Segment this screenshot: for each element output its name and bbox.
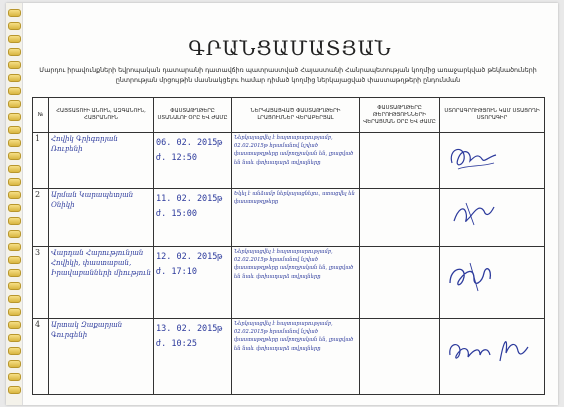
binder-ring-icon [8, 217, 21, 225]
document-intro: Մարդու իրավունքների եվրոպական դատարանի դատավճիռ պատրաստված Հայաստանի Հանրապետության կողմից առաջարկված թեկնածուների ընտրության մրցույթին մասնակցելու համար դիմած կողմից ներկայացված փաստաթղթերի ընդունման [39, 67, 537, 84]
corrections-cell [360, 247, 440, 319]
handwritten-signature [444, 253, 504, 301]
binder-ring-icon [8, 373, 21, 381]
received-time: ժ. 12:50 [156, 153, 197, 163]
binder-ring-icon [8, 282, 21, 290]
applicant-name: Վարդան Հարությունյան Հովիկի, փաստաբան, Իրավաբանների միություն [49, 247, 154, 319]
received-cell [154, 133, 232, 189]
received-cell [154, 189, 232, 247]
notes-text: Ներկայացվել է հայտարարությամբ, 02.02.2015թ հրամանով նշված փաստաթղթերը ամբողջական են, լրացված են նաև փոխադարձ տվյալները [232, 247, 360, 319]
applicant-name: Արտակ Զաքարյան Գուրգենի [49, 319, 154, 395]
table-header-row [33, 98, 545, 133]
notes-text: Ներկայացվել է հայտարարությամբ, 02.02.2015թ հրամանով նշված փաստաթղթերը ամբողջական են, լրացված են նաև փոխադարձ տվյալները [232, 133, 360, 189]
binder-ring-icon [8, 139, 21, 147]
header-applicant: ՀԱՅՏԱՏՈՒԻ ԱՆՈՒՆ, ԱԶԳԱՆՈՒՆ, ՀԱՅՐԱՆՈՒՆ [49, 98, 154, 133]
received-time: ժ. 10:25 [156, 339, 197, 349]
binder-ring-icon [8, 334, 21, 342]
signature-cell [440, 189, 545, 247]
notes-text: Ներկայացվել է հայտարարությամբ, 02.02.2015թ հրամանով նշված փաստաթղթերը ամբողջական են, լրացված են նաև փոխադարձ տվյալները [232, 319, 360, 395]
signature-cell [440, 247, 545, 319]
corrections-cell [360, 189, 440, 247]
binder-ring-icon [8, 386, 21, 394]
header-notes: ՆԵՐԿԱՅԱՑՎԱԾ ՓԱՍՏԱԹՂԹԵՐԻ ԼՐԱՑՈՒՄՆԵՐ ՎԵՐԱԲԵՐՅԱԼ [232, 98, 360, 133]
binder-ring-icon [8, 191, 21, 199]
binder-ring-icon [8, 295, 21, 303]
table-row [33, 133, 545, 189]
corrections-cell [360, 133, 440, 189]
header-received: ՓԱՍՏԱԹՂԹԵՐԸ ՍՏԱՆԱԼՈՒ ՕՐԸ ԵՎ ԺԱՄԸ [154, 98, 232, 133]
document-title: ԳՐԱՆՑԱՄԱՏՅԱՆ [188, 36, 392, 60]
binder-ring-icon [8, 87, 21, 95]
binder-ring-icon [8, 22, 21, 30]
binder-ring-icon [8, 269, 21, 277]
row-number: 2 [33, 189, 49, 247]
notes-text: Եկել է անձամբ ներկայացնելու, ստացվել են փաստաթղթերը [232, 189, 360, 247]
header-signature: ՍՏՈՐԱԳՐՈՒԹՅՈՒՆ ԿԱՄ ՍՏԱՑՈՂԻ ՍՏՈՐԱԳԻՐ [440, 98, 545, 133]
binder-ring-icon [8, 165, 21, 173]
binder-ring-icon [8, 308, 21, 316]
received-time: ժ. 15:00 [156, 209, 197, 219]
binder-ring-icon [8, 152, 21, 160]
binder-ring-icon [8, 321, 21, 329]
received-date: 12. 02. 2015թ [156, 252, 223, 262]
binder-ring-icon [8, 178, 21, 186]
received-date: 11. 02. 2015թ [156, 194, 223, 204]
handwritten-signature [444, 325, 534, 375]
binder-ring-icon [8, 9, 21, 17]
table-row [33, 189, 545, 247]
header-corrections: ՓԱՍՏԱԹՂԹԵՐԸ ԹԵՐՈՒԹՅՈՒՆՆԵՐԻ ՎԵՐԱՑՄԱՆ ՕՐԸ ԵՎ ԺԱՄԸ [360, 98, 440, 133]
header-number: № [33, 98, 49, 133]
received-cell [154, 319, 232, 395]
handwritten-signature [444, 139, 504, 179]
received-date: 13. 02. 2015թ [156, 324, 223, 334]
row-number: 3 [33, 247, 49, 319]
row-number: 4 [33, 319, 49, 395]
binder-ring-icon [8, 35, 21, 43]
document-page [6, 3, 558, 405]
binder-ring-icon [8, 48, 21, 56]
binder-ring-icon [8, 100, 21, 108]
table-row [33, 247, 545, 319]
row-number: 1 [33, 133, 49, 189]
corrections-cell [360, 319, 440, 395]
binder-ring-icon [8, 256, 21, 264]
binder-ring-icon [8, 360, 21, 368]
binder-strip [6, 3, 23, 405]
binder-ring-icon [8, 113, 21, 121]
received-date: 06. 02. 2015թ [156, 138, 223, 148]
binder-ring-icon [8, 347, 21, 355]
binder-ring-icon [8, 204, 21, 212]
binder-ring-icon [8, 74, 21, 82]
binder-ring-icon [8, 230, 21, 238]
table-row [33, 319, 545, 395]
signature-cell [440, 319, 545, 395]
handwritten-signature [444, 195, 504, 235]
binder-ring-icon [8, 243, 21, 251]
signature-cell [440, 133, 545, 189]
binder-ring-icon [8, 126, 21, 134]
received-time: ժ. 17:10 [156, 267, 197, 277]
received-cell [154, 247, 232, 319]
applicant-name: Արման Կարապետյան Օնիկի [49, 189, 154, 247]
binder-ring-icon [8, 61, 21, 69]
applicant-name: Հովիկ Գրիգորյան Ռուբենի [49, 133, 154, 189]
register-table [32, 97, 545, 395]
